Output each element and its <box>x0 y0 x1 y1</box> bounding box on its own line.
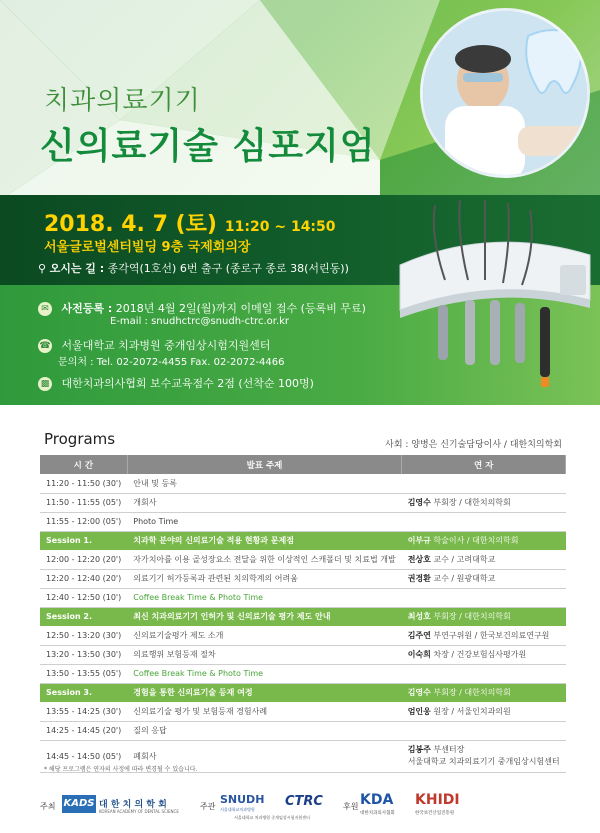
title-small: 치과의료기기 <box>44 86 201 116</box>
speaker-name: 엄인웅 <box>407 707 431 716</box>
table-row <box>40 626 566 645</box>
row-speaker <box>402 645 566 664</box>
speaker-name: 최성호 <box>407 612 431 621</box>
speaker-name: 김영수 <box>407 498 431 507</box>
kda-logo: KDA <box>360 792 394 808</box>
table-row <box>40 588 566 607</box>
organizer-label: 주관 <box>200 802 216 811</box>
row-time: 11:20 - 11:50 (30') <box>40 474 127 493</box>
table-row <box>40 702 566 721</box>
row-time: 12:20 - 12:40 (20') <box>40 569 127 588</box>
snudh-logo: SNUDH <box>220 793 265 806</box>
location-pin-icon: ⚲ <box>38 262 47 275</box>
row-subject: 개회사 <box>127 493 401 512</box>
row-time: 13:55 - 14:25 (30') <box>40 702 127 721</box>
speaker-role: 부회장 / 대한치의학회 <box>430 688 511 697</box>
col-subject-header: 발표 주제 <box>127 455 401 474</box>
table-row <box>40 664 566 683</box>
speaker-org: 서울대학교 치과의료기기 중개임상시험센터 <box>407 757 560 766</box>
row-time: Session 2. <box>40 607 127 626</box>
speaker-role: 부회장 / 대한치의학회 <box>430 498 511 507</box>
row-subject: Coffee Break Time & Photo Time <box>127 588 401 607</box>
row-time: 14:25 - 14:45 (20') <box>40 721 127 740</box>
speaker-name: 전상호 <box>407 555 431 564</box>
programs-title: Programs <box>44 430 116 448</box>
chair-info: 사회 : 양병은 신기술담당이사 / 대한치의학회 <box>385 440 562 450</box>
row-speaker <box>402 626 566 645</box>
registration-email[interactable]: E-mail : snudhctrc@snudh-ctrc.or.kr <box>110 316 290 327</box>
row-time: 13:20 - 13:50 (30') <box>40 645 127 664</box>
table-row <box>40 550 566 569</box>
col-time-header: 시 간 <box>40 455 127 474</box>
dental-instruments-illustration <box>380 195 600 405</box>
org-name: 서울대학교 치과병원 중개임상시험지원센터 <box>61 339 271 352</box>
row-subject: Coffee Break Time & Photo Time <box>127 664 401 683</box>
row-subject: 신의료기술 평가 및 보험등재 경험사례 <box>127 702 401 721</box>
ctrc-logo: CTRC <box>285 794 323 809</box>
program-note: * 해당 프로그램은 연자의 사정에 따라 변경될 수 있습니다. <box>44 766 198 773</box>
phone-icon: ☎ <box>39 341 51 351</box>
session-row <box>40 531 566 550</box>
directions-text: 종각역(1호선) 6번 출구 (종로구 종로 38(서린동)) <box>107 262 349 275</box>
row-speaker <box>402 531 566 550</box>
org-row <box>38 337 270 353</box>
speaker-role: 교수 / 고려대학교 <box>430 555 496 564</box>
kads-subtitle: KOREAN ACADEMY OF DENTAL SCIENCE <box>99 809 179 814</box>
event-date-text: 2018. 4. 7 (토) <box>44 212 217 237</box>
row-speaker <box>402 512 566 531</box>
speaker-role: 차장 / 건강보험심사평가원 <box>430 650 527 659</box>
speaker-name: 이숙희 <box>407 650 431 659</box>
row-time: 12:50 - 13:20 (30') <box>40 626 127 645</box>
row-time: 11:50 - 11:55 (05') <box>40 493 127 512</box>
contact-info: 문의처 : Tel. 02-2072-4455 Fax. 02-2072-4466 <box>58 357 285 368</box>
row-speaker <box>402 607 566 626</box>
table-row <box>40 645 566 664</box>
row-time: Session 3. <box>40 683 127 702</box>
directions-label: 오시는 길 : <box>49 262 105 275</box>
row-subject: 질의 응답 <box>127 721 401 740</box>
kda-subtitle: 대한치과의사협회 <box>360 811 395 816</box>
row-speaker <box>402 569 566 588</box>
title-big: 신의료기술 심포지엄 <box>40 126 376 167</box>
row-subject: Photo Time <box>127 512 401 531</box>
row-speaker <box>402 721 566 740</box>
row-subject: 경험을 통한 신의료기술 등재 여정 <box>127 683 401 702</box>
hero-banner <box>0 0 600 405</box>
row-time: Session 1. <box>40 531 127 550</box>
table-row <box>40 569 566 588</box>
row-speaker <box>402 683 566 702</box>
row-speaker <box>402 740 566 772</box>
speaker-role: 부회장 / 대한치의학회 <box>430 612 511 621</box>
snudh-subtitle: 서울대학교치과병원 <box>220 807 255 812</box>
credits-row <box>38 375 314 391</box>
speaker-role: 학술이사 / 대한치의학회 <box>430 536 519 545</box>
row-speaker <box>402 474 566 493</box>
email-icon: ✉ <box>38 302 52 316</box>
row-time: 14:45 - 14:50 (05') <box>40 740 127 772</box>
speaker-role: 부연구위원 / 한국보건의료연구원 <box>430 631 550 640</box>
row-subject: 최신 치과의료기기 인허가 및 신의료기술 평가 제도 안내 <box>127 607 401 626</box>
speaker-name: 김영수 <box>407 688 431 697</box>
row-subject: 안내 및 등록 <box>127 474 401 493</box>
program-table-header <box>40 455 566 474</box>
ctrc-subtitle: 서울대학교 치과병원 중개임상시험지원센터 <box>234 815 310 820</box>
certificate-icon: ▩ <box>38 377 52 391</box>
khidi-subtitle: 한국보건산업진흥원 <box>415 811 455 816</box>
row-subject: 폐회사 <box>127 740 401 772</box>
footer-logos <box>0 790 600 833</box>
row-subject: 치과학 분야의 신의료기술 적용 현황과 문제점 <box>127 531 401 550</box>
speaker-role: 부센터장 <box>430 745 465 754</box>
speaker-name: 이부규 <box>407 536 431 545</box>
dentist-photo <box>420 8 590 178</box>
khidi-logo: KHIDI <box>415 792 460 808</box>
row-time: 12:00 - 12:20 (20') <box>40 550 127 569</box>
host-label: 주최 <box>40 802 56 811</box>
credits-text: 대한치과의사협회 보수교육점수 2점 (선착순 100명) <box>61 377 314 390</box>
speaker-name: 김봉주 <box>407 745 431 754</box>
table-row <box>40 512 566 531</box>
event-date <box>44 207 336 238</box>
speaker-role: 교수 / 원광대학교 <box>430 574 496 583</box>
kads-name: 대 한 치 의 학 회 <box>99 800 167 810</box>
row-time: 12:40 - 12:50 (10') <box>40 588 127 607</box>
row-subject: 신의료기술평가 제도 소개 <box>127 626 401 645</box>
speaker-role: 원장 / 서울인치과의원 <box>430 707 511 716</box>
row-subject: 의료행위 보험등재 절차 <box>127 645 401 664</box>
row-subject: 자가치아를 이용 골성장요소 전달을 위한 이상적인 스캐폴더 및 치료법 개발 <box>127 550 401 569</box>
sponsor-label: 후원 <box>343 802 359 811</box>
program-table <box>40 455 566 773</box>
directions <box>38 260 349 276</box>
row-speaker <box>402 550 566 569</box>
row-speaker <box>402 588 566 607</box>
table-row <box>40 721 566 740</box>
event-time: 11:20 ~ 14:50 <box>224 219 336 235</box>
registration-text: 2018년 4월 2일(월)까지 이메일 접수 (등록비 무료) <box>115 302 366 315</box>
table-row <box>40 493 566 512</box>
row-time: 13:50 - 13:55 (05') <box>40 664 127 683</box>
event-venue: 서울글로벌센터빌딩 9층 국제회의장 <box>44 240 251 255</box>
session-row <box>40 683 566 702</box>
row-time: 11:55 - 12:00 (05') <box>40 512 127 531</box>
col-speaker-header: 연 자 <box>402 455 566 474</box>
registration-row <box>38 300 366 316</box>
row-speaker <box>402 493 566 512</box>
row-subject: 의료기기 허가등록과 관련된 치의학계의 어려움 <box>127 569 401 588</box>
kads-logo: KADS <box>62 795 96 813</box>
registration-label: 사전등록 : <box>61 302 113 315</box>
row-speaker <box>402 664 566 683</box>
speaker-name: 권경환 <box>407 574 431 583</box>
row-speaker <box>402 702 566 721</box>
speaker-name: 김주연 <box>407 631 431 640</box>
session-row <box>40 607 566 626</box>
table-row <box>40 474 566 493</box>
